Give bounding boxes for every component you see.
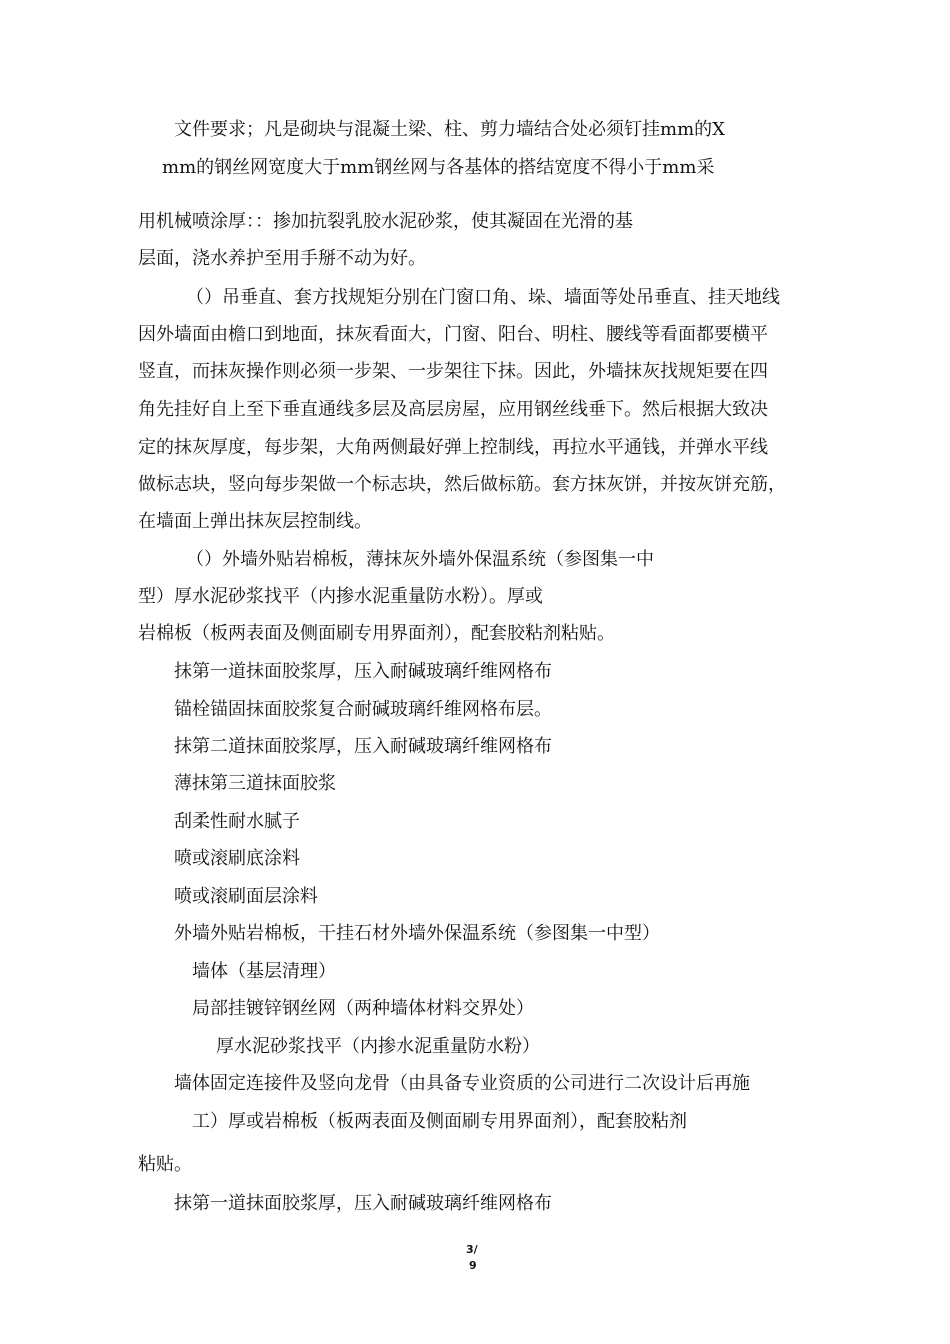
text-line: （）吊垂直、套方找规矩分别在门窗口角、垛、墙面等处吊垂直、挂天地线 (186, 287, 780, 308)
text-line: 墙体固定连接件及竖向龙骨（由具备专业资质的公司进行二次设计后再施 (174, 1073, 750, 1094)
text-line: 用机械喷涂厚：：掺加抗裂乳胶水泥砂浆，使其凝固在光滑的基 (138, 211, 633, 232)
text-line: 喷或滚刷底涂料 (174, 848, 300, 869)
text-line: 抹第一道抹面胶浆厚，压入耐碱玻璃纤维网格布 (174, 1193, 552, 1214)
text-line: 厚水泥砂浆找平（内掺水泥重量防水粉） (216, 1036, 540, 1057)
text-line: 层面，浇水养护至用手掰不动为好。 (138, 248, 426, 269)
text-line: 喷或滚刷面层涂料 (174, 886, 318, 907)
text-line: 竖直，而抹灰操作则必须一步架、一步架往下抹。因此，外墙抹灰找规矩要在四 (138, 361, 768, 382)
text-line: 因外墙面由檐口到地面，抹灰看面大，门窗、阳台、明柱、腰线等看面都要横平 (138, 324, 768, 345)
text-line: 粘贴。 (138, 1154, 192, 1175)
text-line: 薄抹第三道抹面胶浆 (174, 773, 336, 794)
text-line: 墙体（基层清理） (192, 961, 336, 982)
page-number-top: 3/ (466, 1243, 478, 1256)
text-line: 做标志块，竖向每步架做一个标志块，然后做标筋。套方抹灰饼，并按灰饼充筋， (138, 474, 786, 495)
text-line: 角先挂好自上至下垂直通线多层及高层房屋，应用钢丝线垂下。然后根据大致决 (138, 399, 768, 420)
text-line: mm的钢丝网宽度大于mm钢丝网与各基体的搭结宽度不得小于mm采 (162, 157, 715, 178)
text-line: 锚栓锚固抹面胶浆复合耐碱玻璃纤维网格布层。 (174, 699, 552, 720)
text-line: 型）厚水泥砂浆找平（内掺水泥重量防水粉）。厚或 (138, 586, 543, 607)
text-line: 外墙外贴岩棉板，干挂石材外墙外保温系统（参图集一中型） (174, 923, 660, 944)
text-line: 抹第一道抹面胶浆厚，压入耐碱玻璃纤维网格布 (174, 661, 552, 682)
text-line: 在墙面上弹出抹灰层控制线。 (138, 511, 372, 532)
page-number-bottom: 9 (469, 1259, 477, 1272)
text-line: 工）厚或岩棉板（板两表面及侧面刷专用界面剂），配套胶粘剂 (192, 1111, 687, 1132)
text-line: 岩棉板（板两表面及侧面刷专用界面剂），配套胶粘剂粘贴。 (138, 623, 615, 644)
text-line: 文件要求；凡是砌块与混凝土梁、柱、剪力墙结合处必须钉挂mm的X (174, 119, 725, 140)
text-line: 刮柔性耐水腻子 (174, 811, 300, 832)
text-line: 抹第二道抹面胶浆厚，压入耐碱玻璃纤维网格布 (174, 736, 552, 757)
text-line: （）外墙外贴岩棉板，薄抹灰外墙外保温系统（参图集一中 (186, 549, 654, 570)
text-line: 定的抹灰厚度，每步架，大角两侧最好弹上控制线，再拉水平通钱，并弹水平线 (138, 437, 768, 458)
text-line: 局部挂镀锌钢丝网（两种墙体材料交界处） (192, 998, 534, 1019)
